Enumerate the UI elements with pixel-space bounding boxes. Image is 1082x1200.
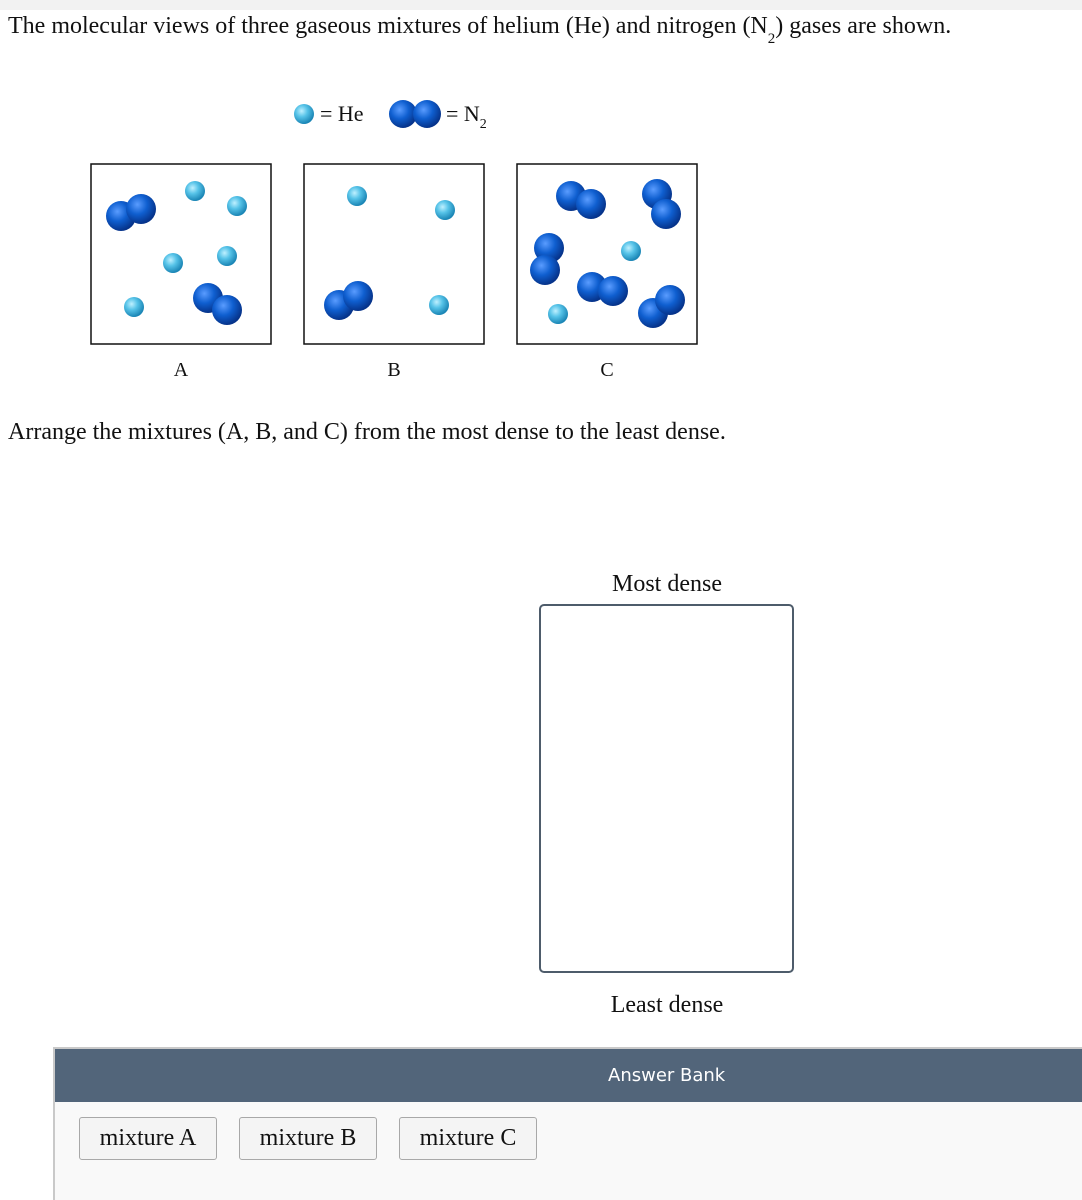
he-atom bbox=[124, 297, 144, 317]
he-atom bbox=[163, 253, 183, 273]
mixture-box-a bbox=[91, 164, 271, 344]
he-atom bbox=[217, 246, 237, 266]
answer-bank-title: Answer Bank bbox=[55, 1049, 1082, 1102]
least-dense-label: Least dense bbox=[610, 992, 724, 1018]
he-atom bbox=[548, 304, 568, 324]
mixture-box-c bbox=[517, 164, 697, 344]
he-legend-label: = He bbox=[320, 101, 364, 126]
he-atom bbox=[185, 181, 205, 201]
mixture-box-b bbox=[304, 164, 484, 344]
he-atom bbox=[435, 200, 455, 220]
answer-bank bbox=[53, 1047, 1082, 1200]
answer-chip-mixture-b[interactable]: mixture B bbox=[239, 1117, 377, 1160]
box-b-label: B bbox=[387, 359, 401, 381]
instruction-text: Arrange the mixtures (A, B, and C) from the most dense to the least dense. bbox=[8, 419, 726, 445]
n2-legend-atom-2 bbox=[413, 100, 441, 128]
most-dense-label: Most dense bbox=[612, 571, 722, 597]
he-legend-atom bbox=[294, 104, 314, 124]
box-c-label: C bbox=[600, 359, 614, 381]
he-atom bbox=[347, 186, 367, 206]
he-atom bbox=[227, 196, 247, 216]
answer-chip-mixture-a[interactable]: mixture A bbox=[79, 1117, 217, 1160]
he-atom bbox=[621, 241, 641, 261]
molecular-views-figure bbox=[0, 0, 1082, 400]
ranking-drop-zone[interactable] bbox=[539, 604, 794, 973]
question-text: The molecular views of three gaseous mixtures of helium (He) and nitrogen $(N_2)$ gases are shown. bbox=[8, 13, 952, 47]
legend bbox=[294, 100, 487, 132]
he-atom bbox=[429, 295, 449, 315]
answer-bank-items bbox=[79, 1117, 537, 1160]
n2-legend-atom-1 bbox=[389, 100, 417, 128]
answer-chip-mixture-c[interactable]: mixture C bbox=[399, 1117, 537, 1160]
n2-legend-label: = $N_2$ bbox=[446, 101, 487, 132]
box-a-label: A bbox=[173, 359, 189, 381]
